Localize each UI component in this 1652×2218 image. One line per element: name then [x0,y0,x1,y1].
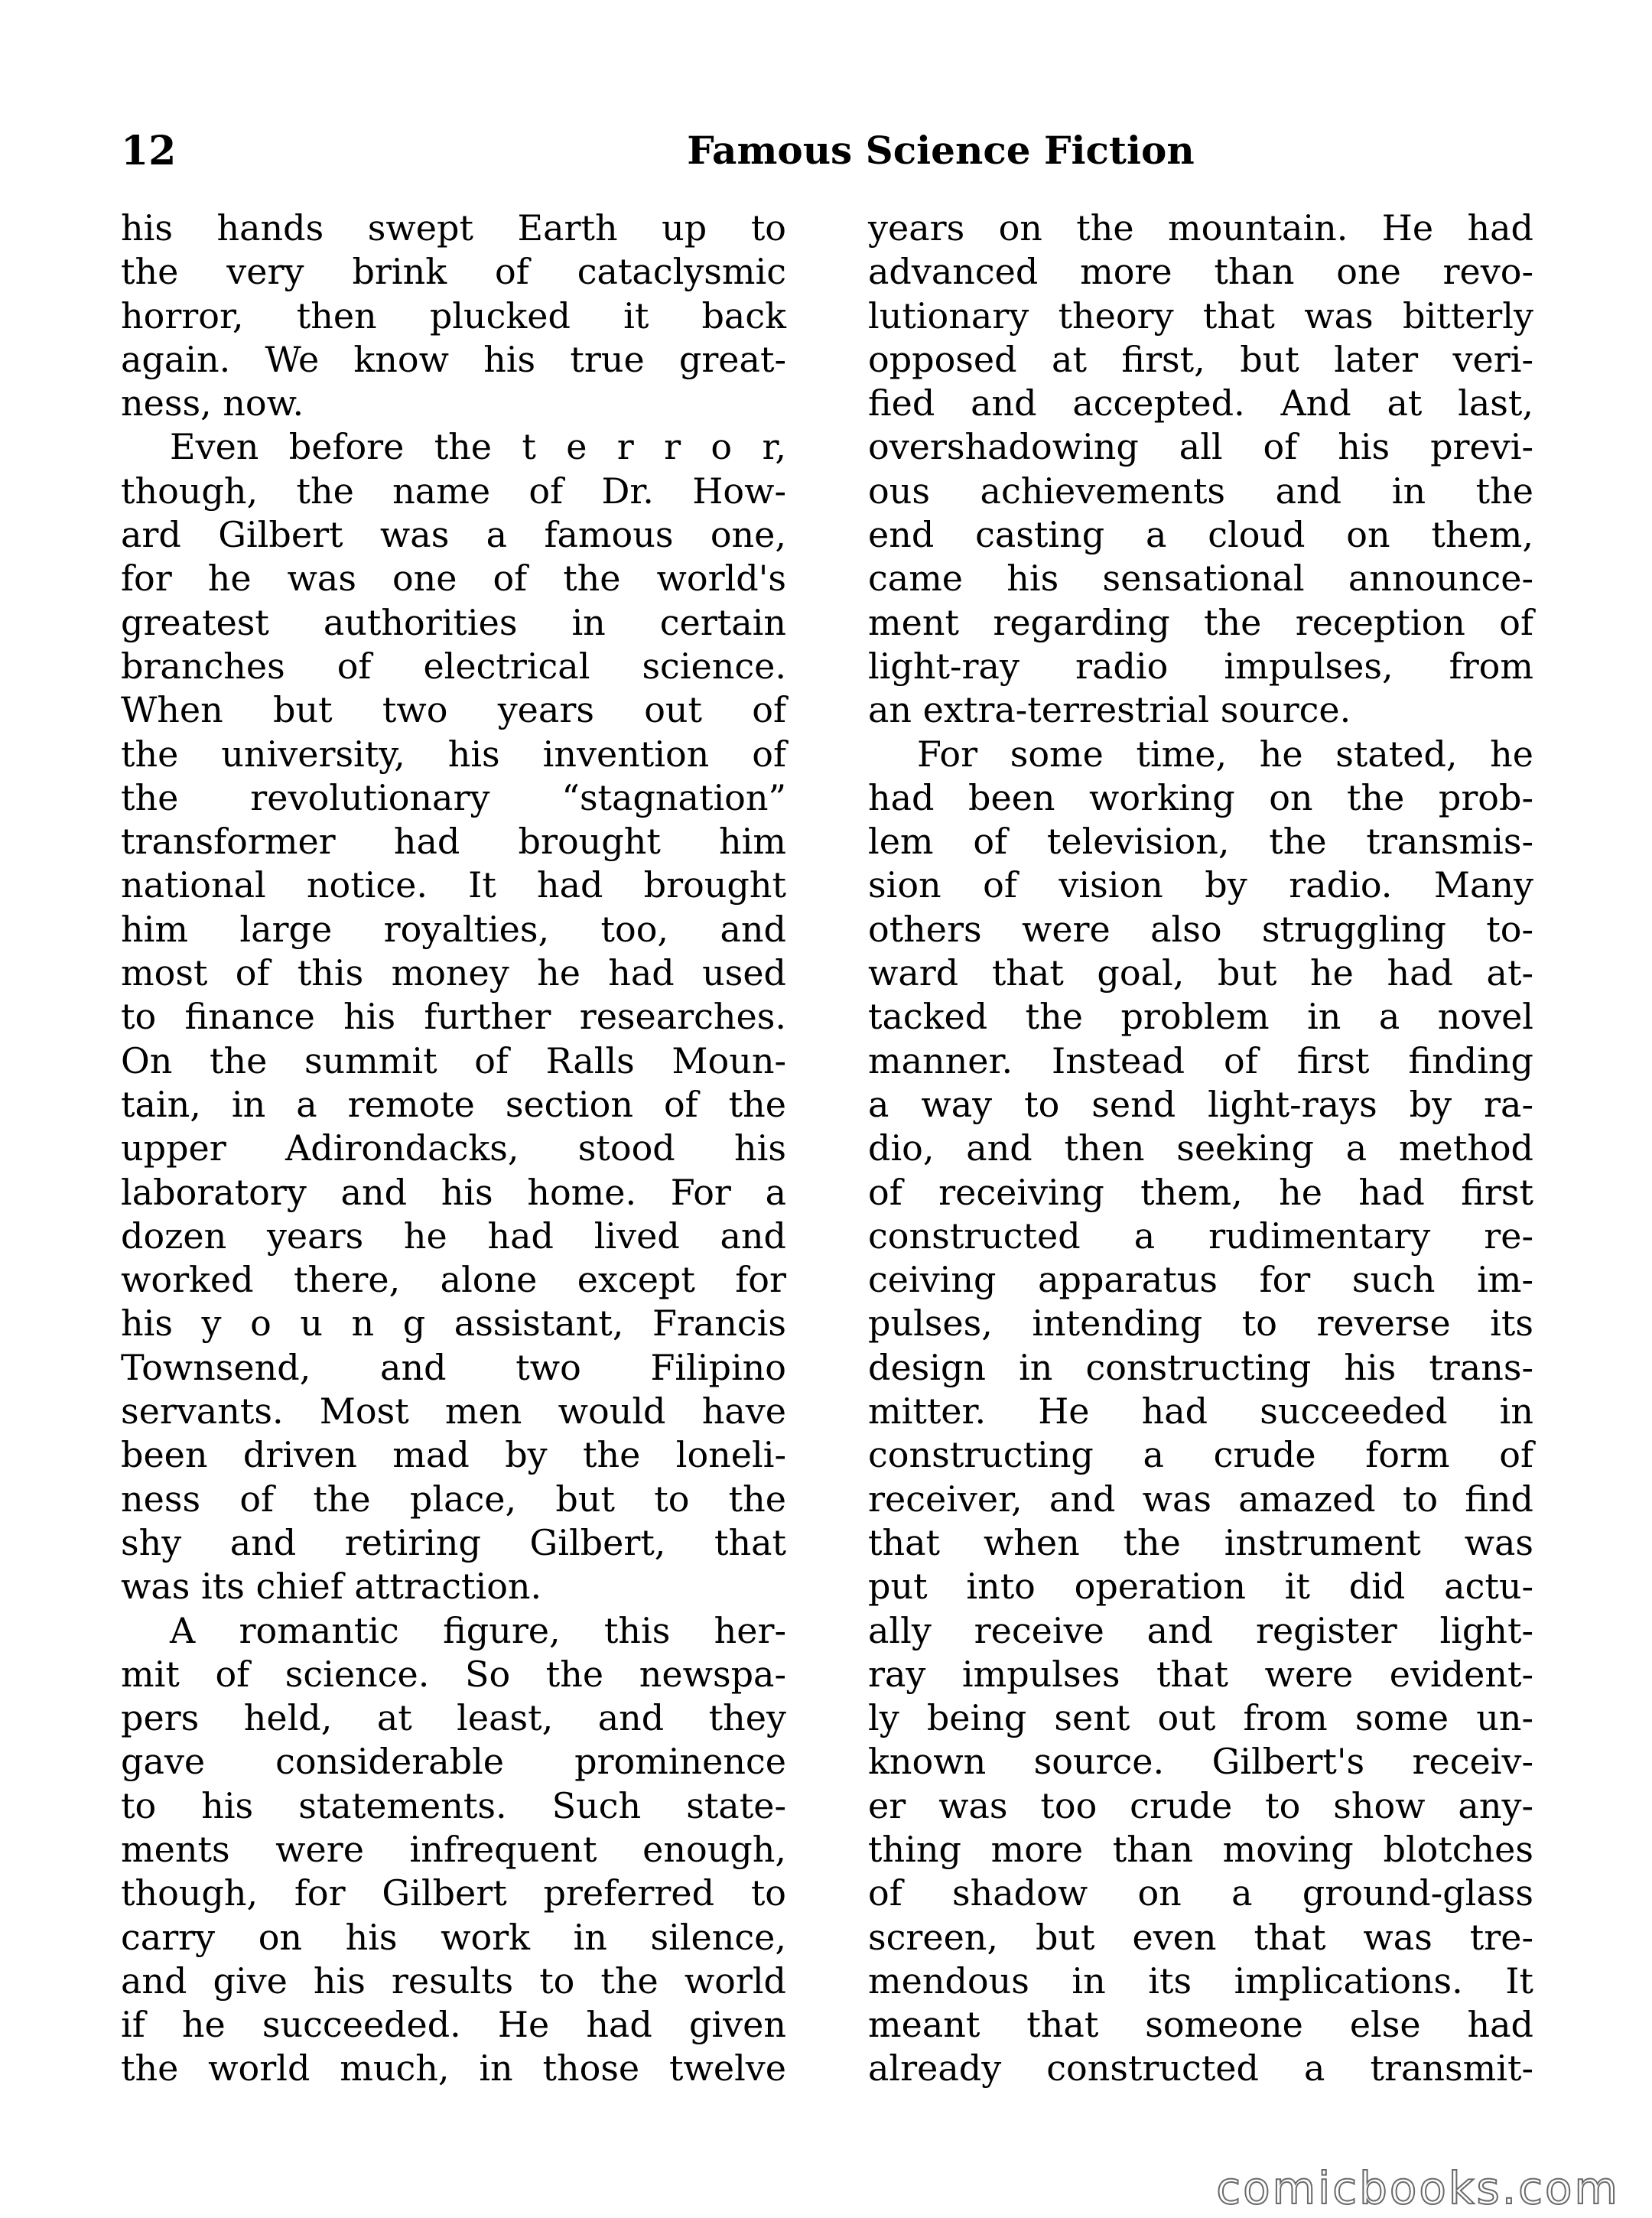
text-line: mit of science. So the newspa- [121,1653,786,1695]
text-line: mendous in its implications. It [868,1959,1533,2002]
text-line: constructed a rudimentary re- [868,1215,1533,1257]
text-line: laboratory and his home. For a [121,1171,786,1213]
page-number: 12 [121,128,177,174]
text-line: end casting a cloud on them, [868,514,1533,556]
text-line: and give his results to the world [121,1959,786,2002]
text-line: advanced more than one revo- [868,251,1533,293]
text-line: horror, then plucked it back [121,294,786,337]
text-line: When but two years out of [121,689,786,731]
text-line: worked there, alone except for [121,1259,786,1301]
text-line: greatest authorities in certain [121,601,786,643]
text-line: gave considerable prominence [121,1741,786,1783]
text-line: On the summit of Ralls Moun- [121,1039,786,1081]
text-line: to finance his further researches. [121,996,786,1038]
text-line: er was too crude to show any- [868,1784,1533,1826]
text-line: lutionary theory that was bitterly [868,294,1533,337]
text-line: an extra-terrestrial source. [868,689,1351,731]
text-line: fied and accepted. And at last, [868,382,1533,424]
text-line: ly being sent out from some un- [868,1697,1533,1739]
text-line: lem of television, the transmis- [868,821,1533,863]
text-line: national notice. It had brought [121,864,786,906]
text-line: tacked the problem in a novel [868,996,1533,1038]
text-line: Even before the t e r r o r, [170,426,786,468]
text-line: thing more than moving blotches [868,1828,1533,1870]
text-line: ness of the place, but to the [121,1478,786,1520]
text-line: receiver, and was amazed to find [868,1478,1533,1520]
text-line: opposed at first, but later veri- [868,338,1533,380]
text-line: dozen years he had lived and [121,1215,786,1257]
text-line: manner. Instead of first finding [868,1039,1533,1081]
text-line: years on the mountain. He had [868,207,1533,249]
text-line: for he was one of the world's [121,558,786,600]
text-line: pulses, intending to reverse its [868,1303,1533,1345]
text-line: though, for Gilbert preferred to [121,1872,786,1914]
text-line: known source. Gilbert's receiv- [868,1741,1533,1783]
text-line: the world much, in those twelve [121,2047,786,2090]
text-line: been driven mad by the loneli- [121,1434,786,1476]
text-line: was its chief attraction. [121,1566,542,1608]
text-line: his y o u n g assistant, Francis [121,1303,786,1345]
text-line: ness, now. [121,382,304,424]
text-line: upper Adirondacks, stood his [121,1127,786,1169]
text-line: of receiving them, he had first [868,1171,1533,1213]
text-line: came his sensational announce- [868,558,1533,600]
text-line: pers held, at least, and they [121,1697,786,1739]
text-line: ments were infrequent enough, [121,1828,786,1870]
text-line: screen, but even that was tre- [868,1916,1533,1958]
text-line: that when the instrument was [868,1521,1533,1563]
page-title: Famous Science Fiction [687,128,1195,173]
text-line: most of this money he had used [121,952,786,994]
text-line: dio, and then seeking a method [868,1127,1533,1169]
text-line: his hands swept Earth up to [121,207,786,249]
text-line: if he succeeded. He had given [121,2004,786,2046]
text-line: mitter. He had succeeded in [868,1390,1533,1433]
text-line: ard Gilbert was a famous one, [121,514,786,556]
text-line: already constructed a transmit- [868,2047,1533,2090]
text-line: ally receive and register light- [868,1609,1533,1651]
text-line: tain, in a remote section of the [121,1083,786,1125]
text-line: A romantic figure, this her- [170,1609,786,1651]
text-line: meant that someone else had [868,2004,1533,2046]
text-line: ward that goal, but he had at- [868,952,1533,994]
text-line: the very brink of cataclysmic [121,251,786,293]
text-line: shy and retiring Gilbert, that [121,1521,786,1563]
text-line: servants. Most men would have [121,1390,786,1433]
text-line: of shadow on a ground-glass [868,1872,1533,1914]
text-line: For some time, he stated, he [917,733,1533,775]
text-line: overshadowing all of his previ- [868,426,1533,468]
text-line: ous achievements and in the [868,470,1533,512]
text-column-right [868,207,1533,2091]
text-line: carry on his work in silence, [121,1916,786,1958]
text-line: him large royalties, too, and [121,908,786,950]
text-line: Townsend, and two Filipino [121,1346,786,1388]
text-line: the revolutionary “stagnation” [121,776,786,818]
text-line: the university, his invention of [121,733,786,775]
text-line: design in constructing his trans- [868,1346,1533,1388]
text-column-left [121,207,786,2091]
text-line: light-ray radio impulses, from [868,645,1533,687]
text-line: sion of vision by radio. Many [868,864,1533,906]
text-line: ceiving apparatus for such im- [868,1259,1533,1301]
text-line: had been working on the prob- [868,776,1533,818]
watermark: comicbooks.com [1216,2162,1620,2214]
text-line: branches of electrical science. [121,645,786,687]
text-line: a way to send light-rays by ra- [868,1083,1533,1125]
text-line: others were also struggling to- [868,908,1533,950]
text-line: to his statements. Such state- [121,1784,786,1826]
text-line: ray impulses that were evident- [868,1653,1533,1695]
text-line: ment regarding the reception of [868,601,1533,643]
text-line: constructing a crude form of [868,1434,1533,1476]
text-line: put into operation it did actu- [868,1566,1533,1608]
text-line: again. We know his true great- [121,338,786,380]
text-line: though, the name of Dr. How- [121,470,786,512]
text-line: transformer had brought him [121,821,786,863]
